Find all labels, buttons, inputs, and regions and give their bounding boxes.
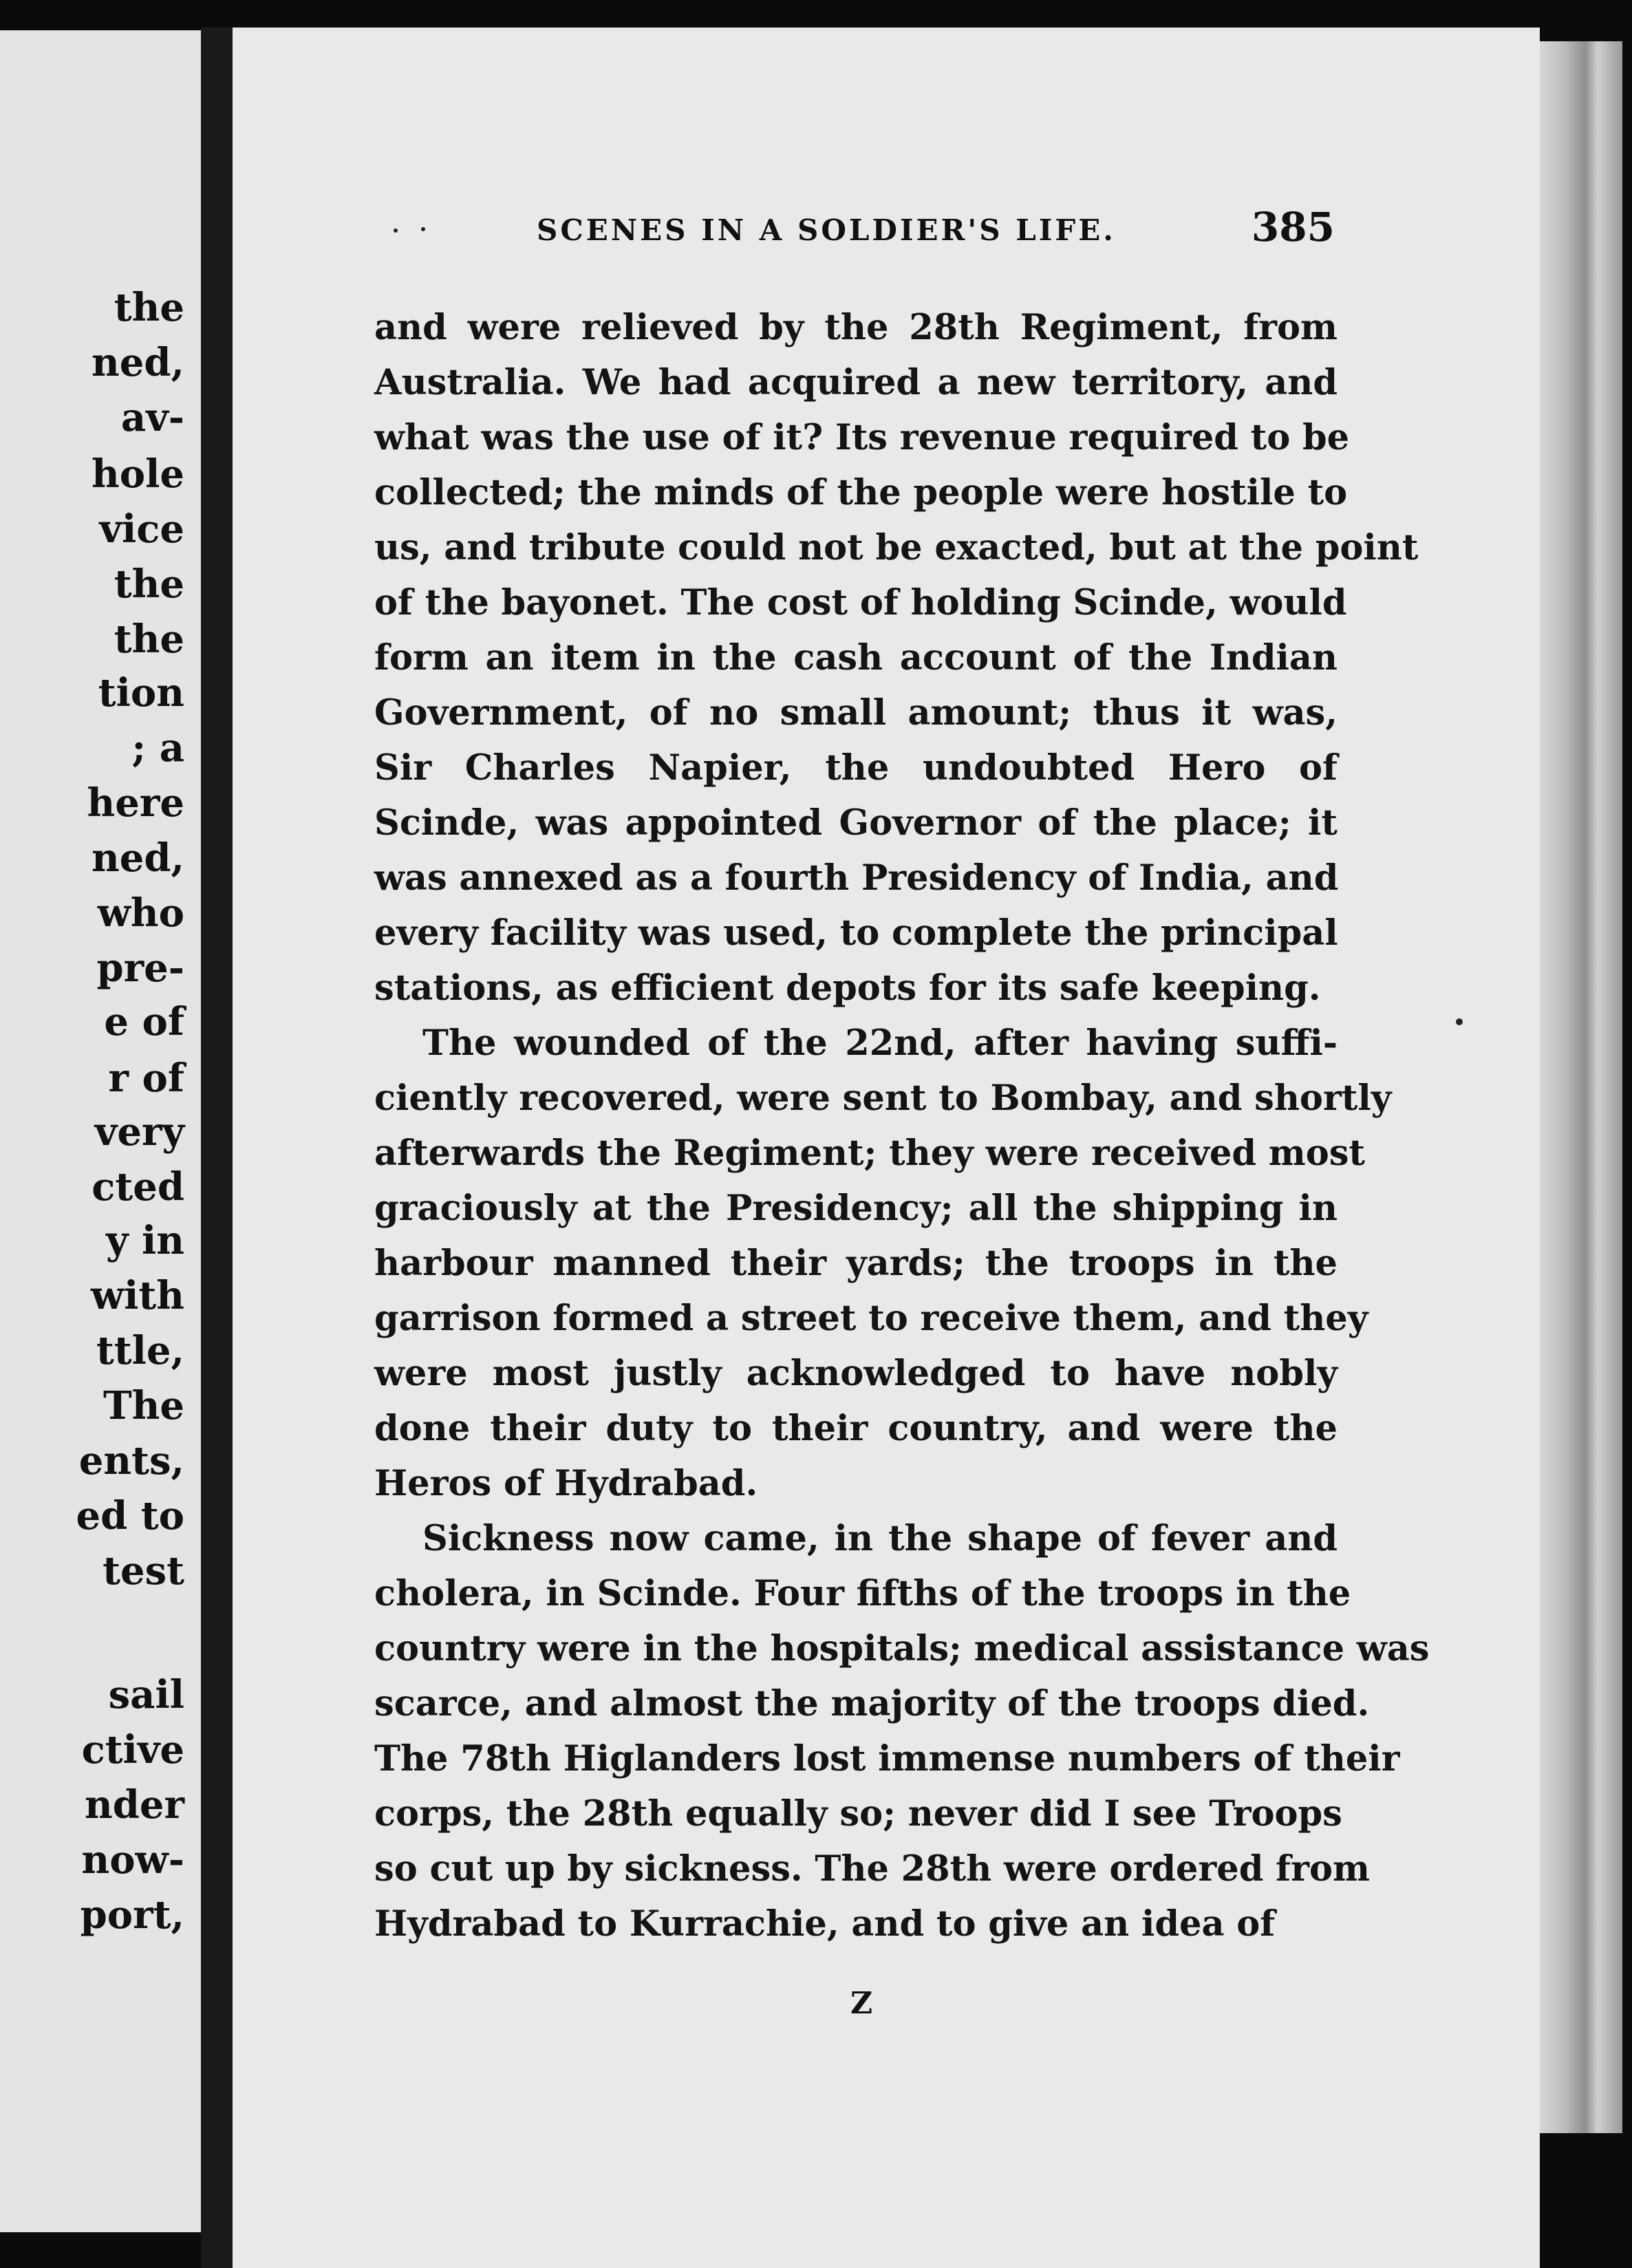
text-line: Heros of Hydrabad.: [374, 1463, 758, 1504]
book-gutter: [201, 28, 233, 2268]
running-head: [537, 204, 1335, 259]
text-line: Hydrabad to Kurrachie, and to give an idea of: [374, 1903, 1276, 1945]
facing-page-text-fragment: hole: [92, 451, 184, 497]
facing-page-text-fragment: ttle,: [96, 1328, 184, 1373]
page-edges: [1540, 41, 1622, 2133]
text-line: The 78th Higlanders lost immense numbers of their: [374, 1738, 1400, 1779]
text-line: what was the use of it? Its revenue required to be: [374, 417, 1350, 458]
text-line: harbour manned their yards; the troops in the: [374, 1243, 1338, 1284]
ink-speck: [1456, 1018, 1463, 1025]
facing-page-text-fragment: the: [114, 561, 184, 607]
facing-page-text-fragment: vice: [99, 506, 184, 552]
facing-page-text-fragment: y in: [105, 1218, 184, 1263]
facing-page: [0, 30, 201, 2232]
text-line: so cut up by sickness. The 28th were ordered from: [374, 1848, 1370, 1890]
facing-page-text-fragment: the: [114, 617, 184, 662]
facing-page-text-fragment: cted: [92, 1164, 184, 1210]
ink-speck: [394, 228, 398, 233]
facing-page-text-fragment: test: [103, 1548, 184, 1594]
text-line: cholera, in Scinde. Four fifths of the troops in the: [374, 1573, 1351, 1614]
facing-page-text-fragment: now-: [81, 1837, 184, 1883]
text-line: Australia. We had acquired a new territory, and: [374, 362, 1338, 403]
facing-page-text-fragment: here: [87, 780, 184, 826]
facing-page-text-fragment: r of: [108, 1056, 184, 1101]
text-line: form an item in the cash account of the Indian: [374, 637, 1338, 678]
running-title: SCENES IN A SOLDIER'S LIFE.: [537, 213, 1116, 247]
body-text: [374, 300, 1430, 1951]
text-line: country were in the hospitals; medical assistance was: [374, 1628, 1430, 1669]
text-line: us, and tribute could not be exacted, but at the point: [374, 527, 1419, 568]
paragraph: [374, 300, 1419, 1016]
text-line: scarce, and almost the majority of the troops died.: [374, 1683, 1370, 1724]
text-line: done their duty to their country, and were the: [374, 1408, 1338, 1449]
text-line: collected; the minds of the people were hostile to: [374, 472, 1348, 513]
facing-page-text-fragment: ed to: [76, 1493, 184, 1539]
facing-page-text-fragment: with: [90, 1273, 184, 1318]
text-line: Scinde, was appointed Governor of the place; it: [374, 802, 1338, 844]
facing-page-text-fragment: sail: [108, 1672, 184, 1718]
text-line: ciently recovered, were sent to Bombay, and shortly: [374, 1078, 1392, 1119]
facing-page-text-fragment: tion: [98, 670, 184, 716]
text-line: was annexed as a fourth Presidency of India, and: [374, 857, 1339, 899]
facing-page-text-fragment: pre-: [96, 945, 184, 991]
text-line: and were relieved by the 28th Regiment, from: [374, 307, 1338, 348]
facing-page-text-fragment: The: [103, 1383, 184, 1429]
text-line: garrison formed a street to receive them, and they: [374, 1298, 1368, 1339]
text-line: Sickness now came, in the shape of fever and: [422, 1518, 1338, 1559]
facing-page-text-fragment: port,: [80, 1892, 184, 1938]
facing-page-text-fragment: ents,: [78, 1438, 184, 1484]
paragraph: [374, 1511, 1430, 1951]
text-line: stations, as efficient depots for its safe keeping.: [374, 967, 1321, 1009]
ink-speck: [421, 227, 425, 231]
facing-page-text-fragment: ned,: [92, 835, 184, 881]
text-line: of the bayonet. The cost of holding Scinde, would: [374, 582, 1347, 623]
facing-page-text-fragment: av-: [120, 395, 184, 440]
text-line: corps, the 28th equally so; never did I see Troops: [374, 1793, 1342, 1834]
facing-page-text-fragment: ; a: [131, 725, 184, 771]
facing-page-text-fragment: e of: [104, 999, 184, 1045]
text-line: were most justly acknowledged to have nobly: [374, 1353, 1338, 1394]
signature-mark: Z: [850, 1986, 873, 2021]
text-line: Government, of no small amount; thus it was,: [374, 692, 1338, 734]
page-number: 385: [1251, 204, 1335, 250]
text-line: Sir Charles Napier, the undoubted Hero of: [374, 747, 1338, 789]
facing-page-text-fragment: nder: [84, 1782, 184, 1828]
paragraph: [374, 1016, 1392, 1511]
text-line: graciously at the Presidency; all the shipping in: [374, 1188, 1338, 1229]
facing-page-text-fragment: who: [97, 890, 184, 936]
text-line: The wounded of the 22nd, after having suffi-: [422, 1023, 1338, 1064]
facing-page-text-fragment: very: [94, 1109, 184, 1155]
facing-page-text-fragment: the: [114, 285, 184, 330]
text-line: afterwards the Regiment; they were received most: [374, 1133, 1365, 1174]
text-line: every facility was used, to complete the principal: [374, 912, 1338, 954]
facing-page-text-fragment: ned,: [92, 340, 184, 385]
facing-page-text-fragment: ctive: [81, 1727, 184, 1773]
